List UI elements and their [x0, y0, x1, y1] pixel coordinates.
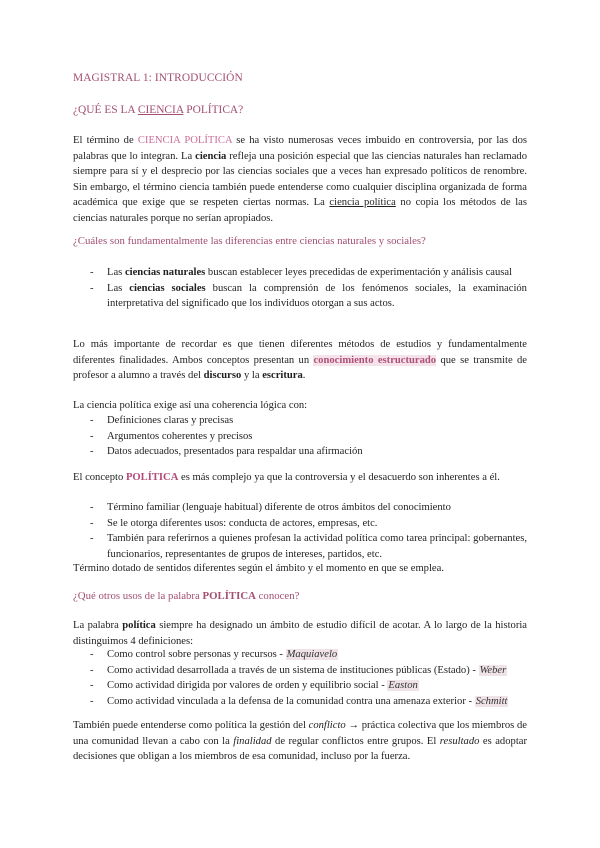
paragraph-coherencia: La ciencia política exige así una coherencia lógica con:	[73, 400, 308, 411]
list-definiciones	[90, 647, 527, 709]
list-item: - Como actividad vinculada a la defensa de la comunidad contra una amenaza exterior - Schmitt	[90, 694, 527, 710]
list-item: - Término familiar (lenguaje habitual) diferente de otros ámbitos del conocimiento	[90, 500, 527, 516]
list-ciencias	[90, 265, 527, 312]
list-item: - Las ciencias sociales buscan la comprensión de los fenómenos sociales, la examinación interpretativa del significado que los individuos otorgan a sus actos.	[90, 281, 527, 312]
list-item: - Como control sobre personas y recursos - Maquiavelo	[90, 647, 527, 663]
author-highlight: Weber	[479, 664, 507, 676]
author-highlight: Maquiavelo	[286, 649, 338, 660]
list-item: - Argumentos coherentes y precisos	[90, 429, 527, 445]
list-item: - También para referirnos a quienes profesan la actividad política como tarea principal: gobernantes, funcionarios, representantes de grupos de intereses, partidos, etc.	[90, 531, 527, 562]
list-item: - Como actividad dirigida por valores de orden y equilibrio social - Easton	[90, 678, 527, 694]
page-title: MAGISTRAL 1: INTRODUCCIÓN	[73, 72, 243, 84]
list-item: - Como actividad desarrollada a través de un sistema de instituciones públicas (Estado) - Weber	[90, 663, 527, 679]
list-item: - Las ciencias naturales buscan establecer leyes precedidas de experimentación y análisis causal	[90, 265, 527, 281]
paragraph-concepto-politica: El concepto POLÍTICA es más complejo ya que la controversia y el desacuerdo son inherentes a él.	[73, 472, 500, 483]
author-highlight: Schmitt	[475, 695, 508, 707]
paragraph-ciencia-politica: El término de CIENCIA POLÍTICA se ha visto numerosas veces imbuido en controversia, por las dos palabras que lo integran. La ciencia refleja una posición especial que las ciencias naturales han reclamado siempre para sí y el desprecio por las ciencias sociales que a veces han expresado políticos de renombre. Sin embargo, el término ciencia también puede entenderse como cualquier disciplina organizada de forma académica que exige que se respeten ciertas normas. La ciencia política no copia los métodos de las ciencias naturales porque no serían apropiados.	[73, 135, 527, 224]
question-usos: ¿Qué otros usos de la palabra POLÍTICA conocen?	[73, 590, 300, 602]
paragraph-conflicto: También puede entenderse como política la gestión del conflicto → práctica colectiva que los miembros de una comunidad llevan a cabo con la finalidad de regular conflictos entre grupos. El resultado es adoptar decisiones que obligan a los miembros de esa comunidad, incluso por la fuerza.	[73, 720, 527, 763]
paragraph-metodos: Lo más importante de recordar es que tienen diferentes métodos de estudios y fundamentalmente diferentes finalidades. Ambos conceptos presentan un conocimiento estructurado que se transmite de profesor a alumno a través del discurso y la escritura.	[73, 339, 527, 382]
paragraph-sentidos: Término dotado de sentidos diferentes según el ámbito y el momento en que se emplea.	[73, 563, 444, 574]
list-coherencia	[90, 413, 527, 460]
list-item: - Se le otorga diferentes usos: conducta de actores, empresas, etc.	[90, 516, 527, 532]
question-differences: ¿Cuáles son fundamentalmente las diferencias entre ciencias naturales y sociales?	[73, 235, 426, 247]
list-item: - Datos adecuados, presentados para respaldar una afirmación	[90, 444, 527, 460]
author-highlight: Easton	[388, 680, 418, 692]
list-item: - Definiciones claras y precisas	[90, 413, 527, 429]
paragraph-definiciones: La palabra política siempre ha designado un ámbito de estudio difícil de acotar. A lo largo de la historia distinguimos 4 definiciones:	[73, 620, 527, 647]
list-politica	[90, 500, 527, 562]
section-heading: ¿QUÉ ES LA CIENCIA POLÍTICA?	[73, 104, 244, 116]
